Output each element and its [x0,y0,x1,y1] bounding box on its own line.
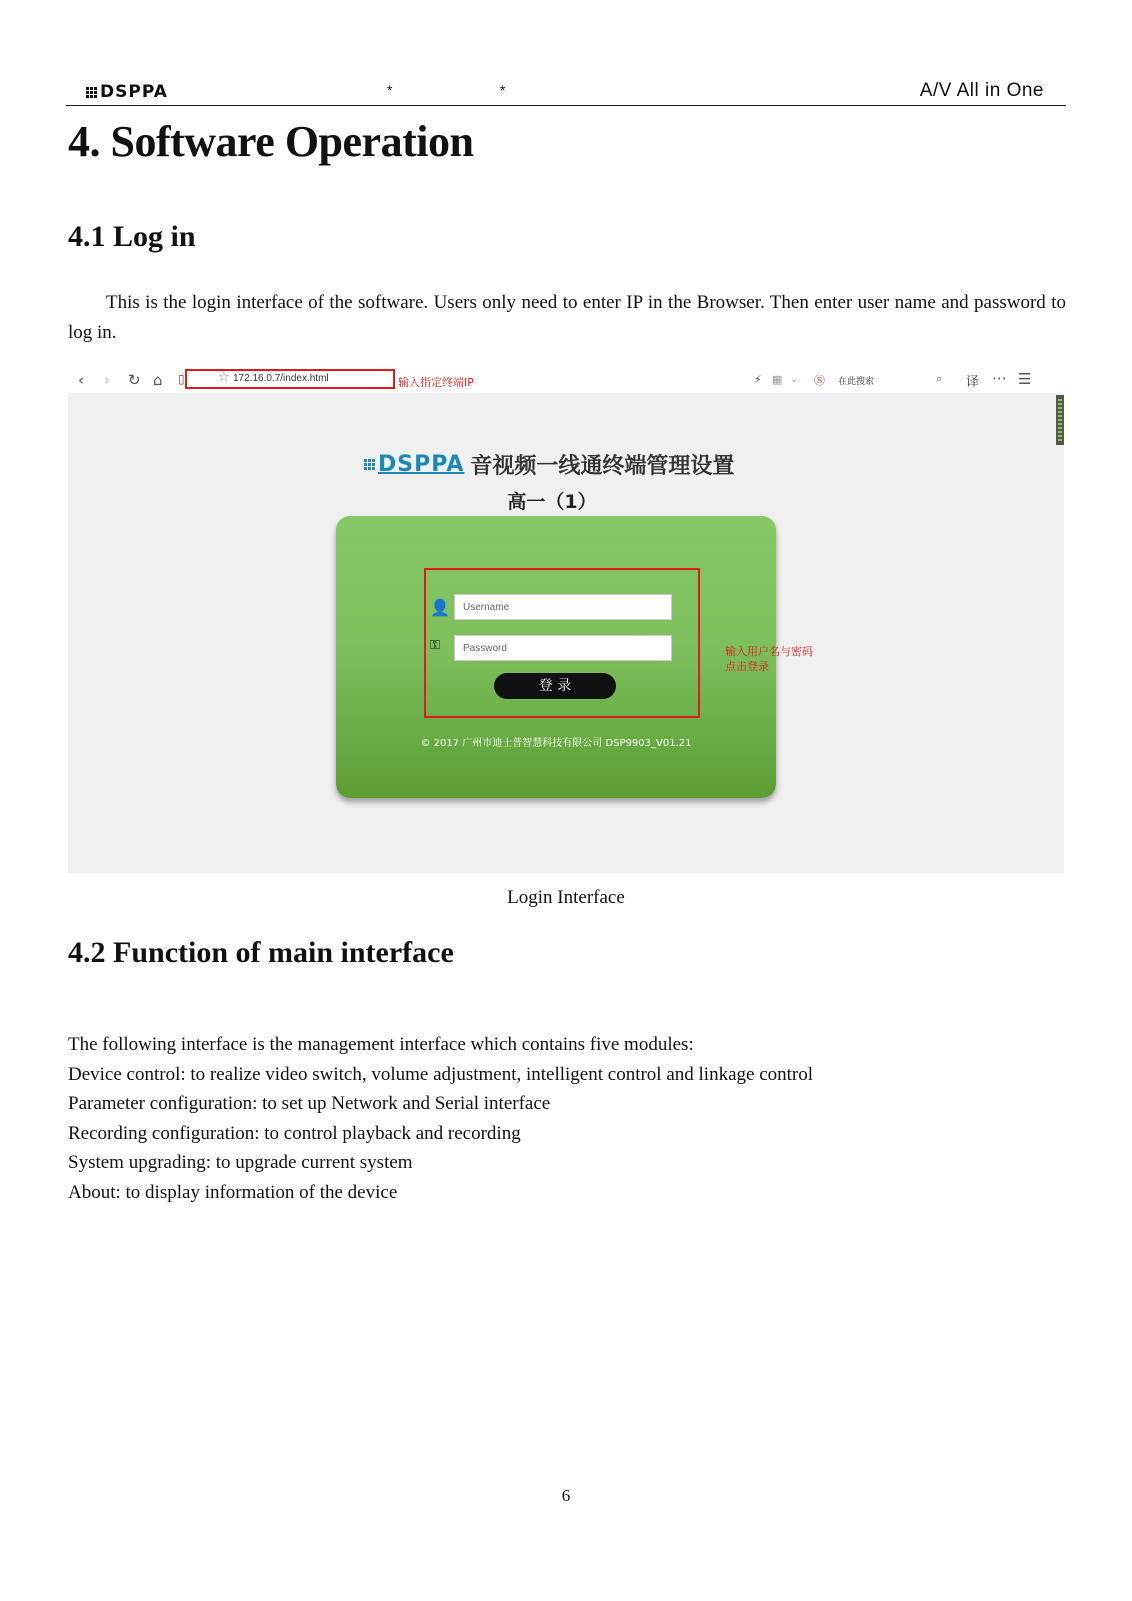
scrollbar[interactable] [1056,395,1064,445]
login-screenshot [68,367,1064,873]
page-number: 6 [561,1486,571,1505]
header-right-text: A/V All in One [919,80,1044,101]
lightning-icon[interactable]: ⚡ [754,373,762,386]
credentials-annotation [725,644,813,674]
browser-toolbar [68,367,1064,393]
search-icon[interactable]: ⌕ [936,372,943,385]
header-star-left: * [387,82,393,98]
list-item: The following interface is the management interface which contains five modules: [68,1034,694,1055]
module-list [68,1030,813,1207]
reload-icon[interactable]: ↻ [128,371,141,389]
section-heading-main-interface: 4.2 Function of main interface [68,936,454,969]
logo-dots-icon [364,459,375,470]
list-item: Device control: to realize video switch, volume adjustment, intelligent control and linkage control [68,1063,814,1085]
class-name: 高一（1） [507,491,597,513]
url-text[interactable]: 172.16.0.7/index.html [233,373,329,384]
app-logo [364,449,734,480]
app-brand: DSPPA [378,452,465,477]
app-title: 音视频一线通终端管理设置 [470,454,735,479]
login-panel [336,516,776,798]
copyright-text: © 2017 广州市迪士普智慧科技有限公司 DSP9903_V01.21 [420,738,692,749]
translate-icon[interactable]: 译 [966,375,980,390]
credentials-annotation-line: 点击登录 [725,660,769,673]
login-button[interactable]: 登 录 [494,673,616,699]
page-title: 4. Software Operation [68,117,474,166]
list-item: About: to display information of the device [68,1181,398,1203]
key-icon: ⚿ [430,638,440,653]
password-input[interactable]: Password [454,635,672,661]
url-highlight-box [185,369,395,389]
header-divider [66,105,1066,106]
login-paragraph: This is the login interface of the software. Users only need to enter IP in the Browser. Then enter user name and password to log in. [68,292,1066,343]
logo-dots-icon [86,87,97,98]
list-item: Recording configuration: to control playback and recording [68,1122,521,1144]
header-logo [86,82,168,102]
list-item: System upgrading: to upgrade current system [68,1152,413,1173]
header-star-right: * [500,82,506,98]
user-icon: 👤 [430,598,450,617]
list-item: Parameter configuration: to set up Network and Serial interface [68,1093,551,1114]
header-logo-text: DSPPA [100,82,168,102]
menu-icon[interactable]: ☰ [1018,370,1032,388]
page-icon: ▯ [178,372,185,386]
grid-icon[interactable]: ▦ [772,373,783,386]
chevron-down-icon[interactable]: ⌄ [790,374,799,385]
figure-caption: Login Interface [507,887,625,908]
credentials-annotation-line: 输入用户名与密码 [725,645,813,658]
bookmark-star-icon[interactable]: ☆ [218,370,230,385]
back-icon[interactable]: ‹ [78,371,84,389]
more-icon[interactable]: ⋯ [992,369,1007,387]
search-box[interactable]: 在此搜索 [838,377,875,387]
url-annotation: 输入指定终端IP [398,376,474,389]
forward-icon[interactable]: › [104,371,110,389]
username-input[interactable]: Username [454,594,672,620]
home-icon[interactable]: ⌂ [153,371,163,389]
section-heading-login: 4.1 Log in [68,220,196,253]
search-engine-icon[interactable]: Ⓢ [814,374,825,387]
